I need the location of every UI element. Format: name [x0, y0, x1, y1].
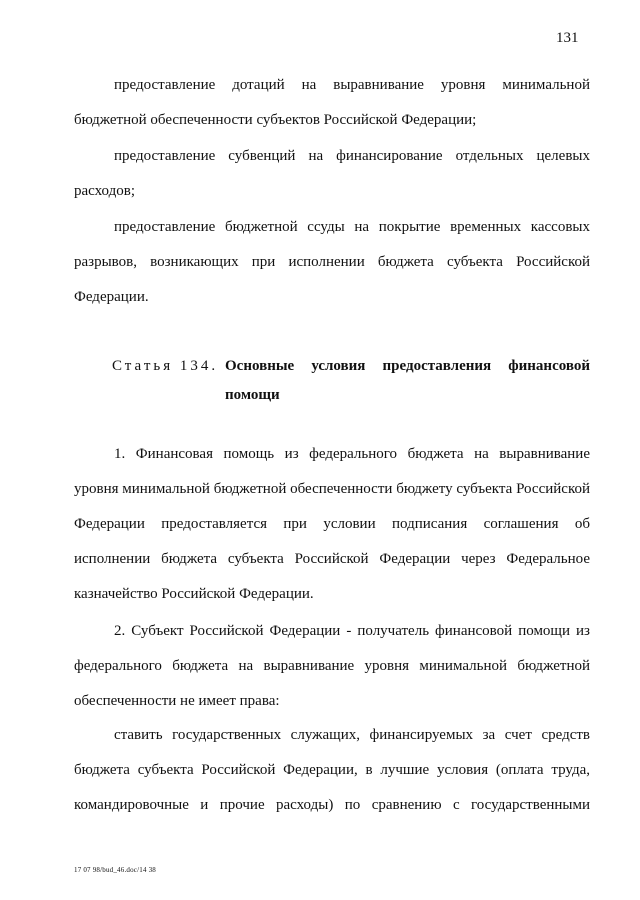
article-number: Статья 134. [112, 358, 219, 374]
paragraph-subsidies: предоставление дотаций на выравнивание уровня минимальной бюджетной обеспеченности субъектов Российской Федерации; [74, 77, 590, 128]
paragraph-clause-1: 1. Финансовая помощь из федерального бюджета на выравнивание уровня минимальной бюджетной обеспеченности бюджету субъекта Российской Федерации предоставляется при условии подписания соглашения об исполнении бюджета субъекта Российской Федерации через Федеральное казначейство Российской Федерации. [74, 446, 590, 602]
article-title: Основные условия предоставления финансовой помощи [225, 358, 590, 403]
footer-file-reference: 17 07 98/bud_46.doc/14 38 [74, 866, 156, 874]
article-heading [112, 352, 590, 410]
page-number: 131 [556, 30, 579, 46]
paragraph-budget-loan: предоставление бюджетной ссуды на покрытие временных кассовых разрывов, возникающих при исполнении бюджета субъекта Российской Федерации. [74, 219, 590, 305]
paragraph-clause-2-item: ставить государственных служащих, финансируемых за счет средств бюджета субъекта Российской Федерации, в лучшие условия (оплата труда, командировочные и прочие расходы) по сравнению с государственными [74, 727, 590, 813]
paragraph-clause-2: 2. Субъект Российской Федерации - получатель финансовой помощи из федерального бюджета на выравнивание уровня минимальной бюджетной обеспеченности не имеет права: [74, 623, 590, 709]
paragraph-subventions: предоставление субвенций на финансирование отдельных целевых расходов; [74, 148, 590, 199]
